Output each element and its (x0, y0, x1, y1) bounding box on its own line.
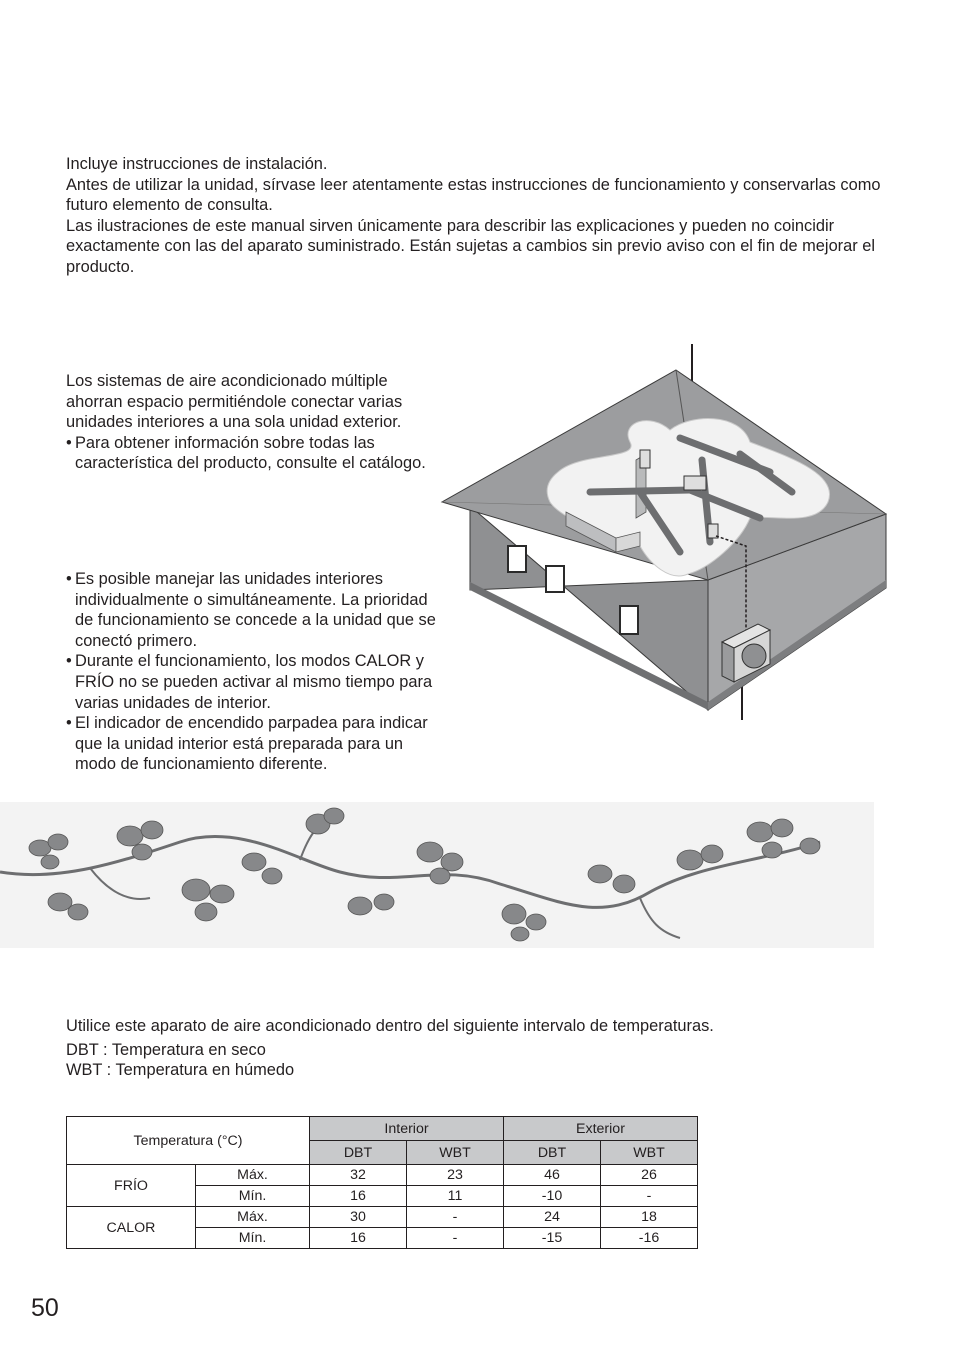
value-cell: 18 (601, 1207, 698, 1228)
outdoor-dbt-header: DBT (504, 1141, 601, 1165)
value-cell: 24 (504, 1207, 601, 1228)
dbt-definition: DBT : Temperatura en seco (66, 1040, 266, 1059)
temperature-table (66, 1116, 698, 1249)
value-cell: - (407, 1228, 504, 1249)
value-cell: - (407, 1207, 504, 1228)
intro-line: Las ilustraciones de este manual sirven únicamente para describir las explicaciones y pueden no coincidir exactamente con las del aparato suministrado. Están sujetas a cambios sin previo aviso con el fin de mejorar el producto. (66, 216, 876, 276)
mode-cell: FRÍO (67, 1165, 196, 1207)
temperature-intro: Utilice este aparato de aire acondicionado dentro del siguiente intervalo de temperaturas. (66, 1017, 714, 1035)
operation-bullets (66, 569, 436, 775)
operation-bullet: • Durante el funcionamiento, los modos CALOR y FRÍO no se pueden activar al mismo tiempo para varias unidades de interior. (66, 651, 436, 713)
mode-cell: CALOR (67, 1207, 196, 1249)
value-cell: -15 (504, 1228, 601, 1249)
value-cell: 30 (310, 1207, 407, 1228)
intro-block (66, 154, 916, 278)
value-cell: 32 (310, 1165, 407, 1186)
limit-label: Mín. (196, 1186, 310, 1207)
outdoor-wbt-header: WBT (601, 1141, 698, 1165)
leaf-vine-decoration (0, 802, 874, 948)
table-row (67, 1207, 698, 1228)
house-illustration (440, 342, 888, 722)
value-cell: 23 (407, 1165, 504, 1186)
limit-label: Mín. (196, 1228, 310, 1249)
page-number: 50 (31, 1294, 59, 1322)
intro-line: Incluye instrucciones de instalación. (66, 155, 328, 173)
operation-bullet: • El indicador de encendido parpadea para indicar que la unidad interior está preparada para un modo de funcionamiento diferente. (66, 713, 436, 775)
operation-section (66, 569, 436, 775)
temperature-section (66, 1016, 916, 1081)
value-cell: 16 (310, 1228, 407, 1249)
system-description: Los sistemas de aire acondicionado múltiple ahorran espacio permitiéndole conectar varias unidades interiores a una sola unidad exterior. (66, 372, 403, 432)
limit-label: Máx. (196, 1165, 310, 1186)
table-row (67, 1165, 698, 1186)
value-cell: 26 (601, 1165, 698, 1186)
outdoor-group-header: Exterior (504, 1117, 698, 1141)
wbt-definition: WBT : Temperatura en húmedo (66, 1061, 295, 1080)
intro-line: Antes de utilizar la unidad, sírvase leer atentamente estas instrucciones de funcionamiento y conservarlas como futuro elemento de consulta. (66, 175, 881, 215)
value-cell: -10 (504, 1186, 601, 1207)
table-corner-header: Temperatura (°C) (67, 1117, 310, 1165)
value-cell: 16 (310, 1186, 407, 1207)
operation-bullet: • Es posible manejar las unidades interiores individualmente o simultáneamente. La prioridad de funcionamiento se concede a la unidad que se conectó primero. (66, 569, 436, 651)
indoor-dbt-header: DBT (310, 1141, 407, 1165)
limit-label: Máx. (196, 1207, 310, 1228)
value-cell: 46 (504, 1165, 601, 1186)
indoor-wbt-header: WBT (407, 1141, 504, 1165)
value-cell: - (601, 1186, 698, 1207)
value-cell: -16 (601, 1228, 698, 1249)
system-bullets (66, 433, 436, 474)
indoor-group-header: Interior (310, 1117, 504, 1141)
value-cell: 11 (407, 1186, 504, 1207)
system-section (66, 371, 436, 474)
system-bullet: • Para obtener información sobre todas las característica del producto, consulte el catálogo. (66, 433, 436, 474)
